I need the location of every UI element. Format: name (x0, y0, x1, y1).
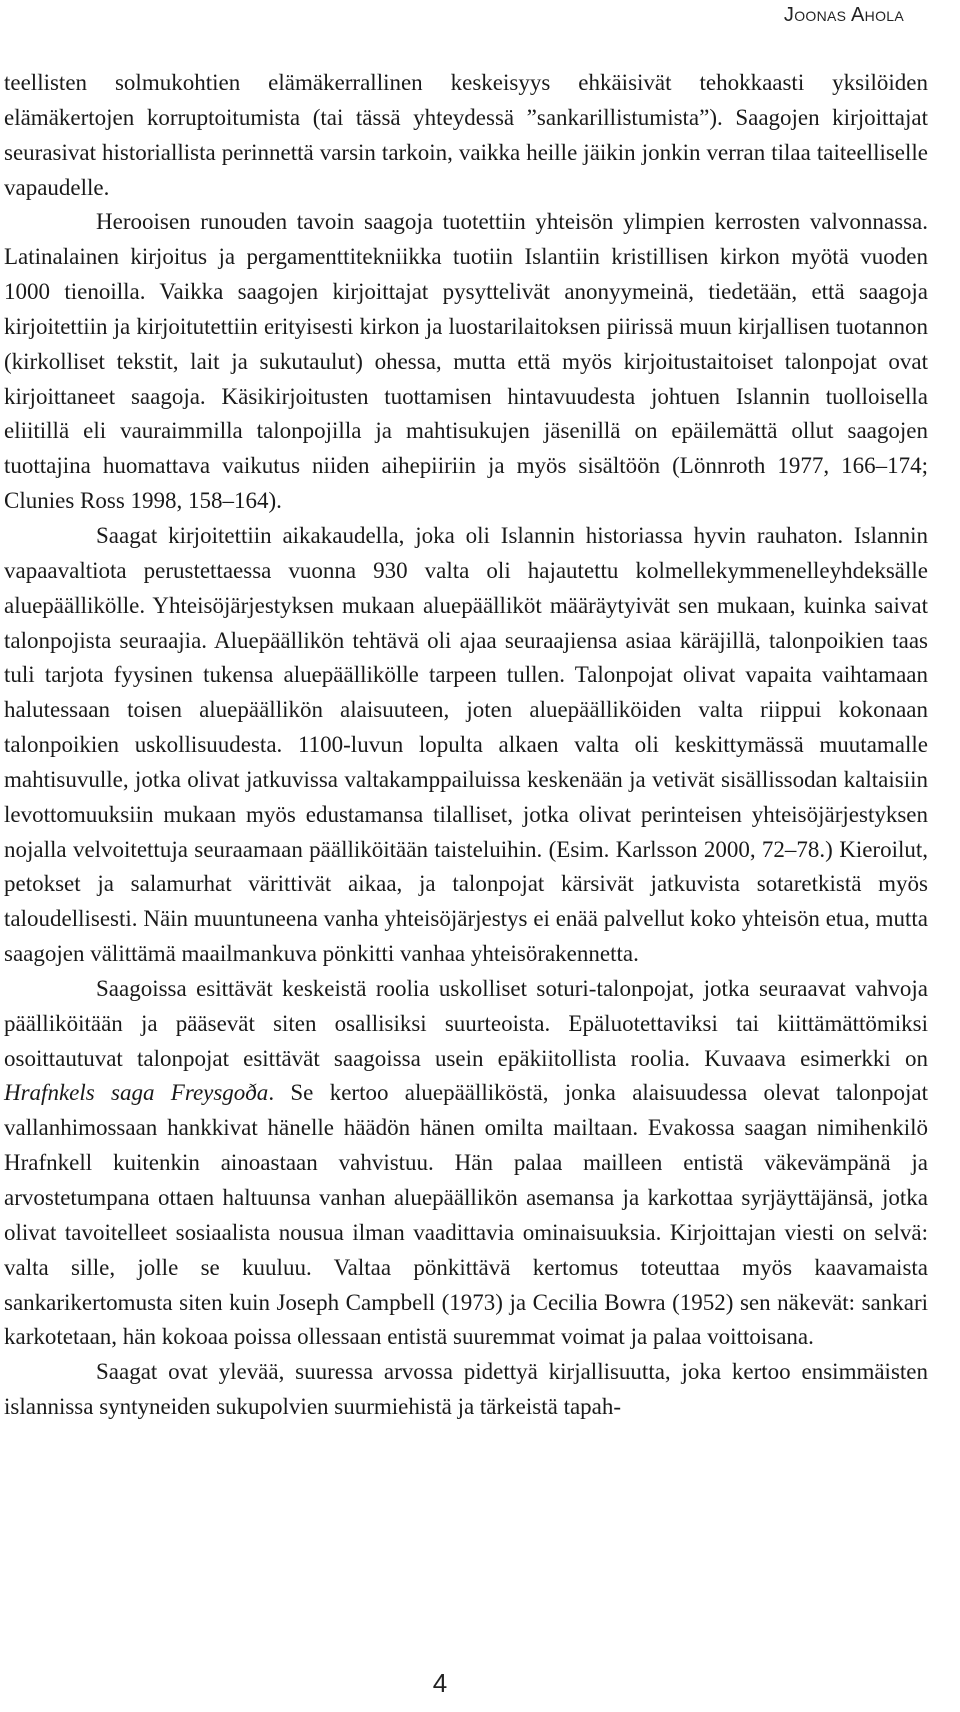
page-number: 4 (432, 1668, 448, 1698)
running-header: Joonas Ahola (783, 4, 904, 26)
paragraph-1: teellisten solmukohtien elämäkerrallinen keskeisyys ehkäisivät tehokkaasti yksilöiden elämäkertojen korruptoitumista (tai tässä yhteydessä ”sankarillistumista”). Saagojen kirjoittajat seurasivat historiallista perinnettä varsin tarkoin, vaikka heille jäikin jonkin verran tilaa taiteelliselle vapaudelle. (4, 70, 928, 200)
paragraph-4-text-after: . Se kertoo aluepäälliköstä, jonka alaisuudessa olevat talonpojat vallanhimossaan hankkivat hänelle häädön hänen omilta mailtaan. Evakossa saagan nimihenkilö Hrafnkell kuitenkin ainoastaan vahvistuu. Hän palaa mailleen entistä väkevämpänä ja arvostetumpana ottaen haltuunsa vanhan aluepäällikön asemansa ja karkottaa syrjäyttäjänsä, jotka olivat tavoitelleet sosiaalista nousua ilman vaadittavia ominaisuuksia. Kirjoittajan viesti on selvä: valta sille, jolle se kuuluu. Valtaa pönkittävä kertomus toteuttaa myös kaavamaista sankarikertomusta siten kuin Joseph Campbell (1973) ja Cecilia Bowra (1952) sen näkevät: sankari karkotetaan, hän kokoaa poissa ollessaan entistä suuremmat voimat ja palaa voittoisana. (4, 1080, 928, 1350)
paragraph-3: Saagat kirjoitettiin aikakaudella, joka oli Islannin historiassa hyvin rauhaton. Islannin vapaavaltiota perustettaessa vuonna 930 valta oli hajautettu kolmellekymmenelleyhdeksälle aluepäällikölle. Yhteisöjärjestyksen mukaan aluepäälliköt määräytyivät sen mukaan, kuinka saivat talonpojista seuraajia. Aluepäällikön tehtävä oli ajaa seuraajiensa asiaa käräjillä, talonpoikien taas tuli tarjota fyysinen tukensa aluepäällikölle tarpeen tullen. Talonpojat olivat vapaita vaihtamaan halutessaan toisen aluepäällikön alaisuuteen, joten aluepäälliköiden valta riippui kokonaan talonpoikien uskollisuudesta. 1100-luvun lopulta alkaen valta oli keskittymässä muutamalle mahtisuvulle, jotka olivat jatkuvissa valtakamppailuissa keskenään ja vetivät sisällissodan kaltaisiin levottomuuksiin mukaan myös edustamansa tilalliset, jotka olivat perinteisen yhteisöjärjestyksen nojalla velvoitettuja seuraamaan päälliköitään taisteluihin. (Esim. Karlsson 2000, 72–78.) Kieroilut, petokset ja salamurhat värittivät aikaa, ja talonpojat kärsivät jatkuvista sotaretkistä myös taloudellisesti. Näin muuntuneena vanha yhteisöjärjestys ei enää palvellut koko yhteisön etua, mutta saagojen välittämä maailmankuva pönkitti vanhaa yhteisörakennetta. (4, 522, 928, 967)
body-text (4, 66, 928, 1425)
paragraph-4-text-before: Saagoissa esittävät keskeistä roolia uskolliset soturi-talonpojat, jotka seuraavat vahvoja päälliköitään ja pääsevät siten osallisiksi suurteoista. Epäluotettaviksi tai kiittämättömiksi osoittautuvat talonpojat esittävät saagoissa usein epäkiitollista roolia. Kuvaava esimerkki on (4, 975, 928, 1071)
paragraph-4 (4, 972, 928, 1355)
saga-title: Hrafnkels saga Freysgoða (4, 1080, 269, 1106)
paragraph-2: Herooisen runouden tavoin saagoja tuotettiin yhteisön ylimpien kerrosten valvonnassa. Latinalainen kirjoitus ja pergamenttitekniikka tuotiin Islantiin kristillisen kirkon myötä vuoden 1000 tienoilla. Vaikka saagojen kirjoittajat pysyttelivät anonyymeinä, tiedetään, että saagoja kirjoitettiin ja kirjoitutettiin erityisesti kirkon ja luostarilaitoksen piirissä muun kirjallisen tuotannon (kirkolliset tekstit, lait ja sukutaulut) ohessa, mutta että myös kirjoitustaitoiset talonpojat ovat kirjoittaneet saagoja. Käsikirjoitusten tuottamisen hintavuudesta johtuen Islannin tuolloisella eliitillä eli vauraimmilla talonpojilla ja mahtisukujen jäsenillä on epäilemättä ollut saagojen tuottajina huomattava vaikutus niiden aihepiiriin ja myös sisältöön (Lönnroth 1977, 166–174; Clunies Ross 1998, 158–164). (4, 209, 928, 514)
paragraph-5: Saagat ovat ylevää, suuressa arvossa pidettyä kirjallisuutta, joka kertoo ensimmäisten islannissa syntyneiden sukupolvien suurmiehistä ja tärkeistä tapah- (4, 1359, 928, 1420)
